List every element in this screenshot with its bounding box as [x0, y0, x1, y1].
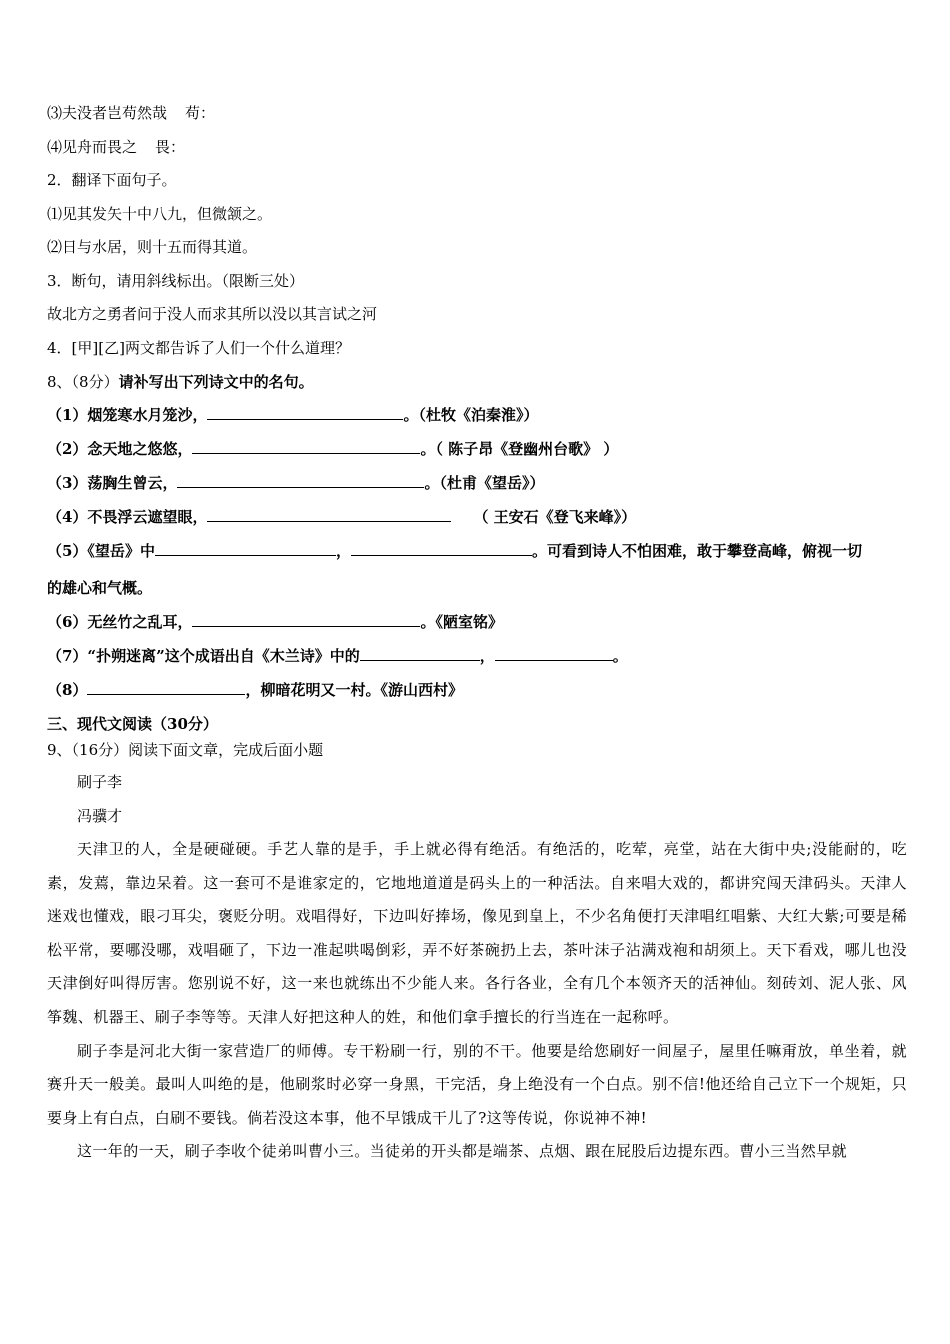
q8-item-7: （7）“扑朔迷离”这个成语出自《木兰诗》中的 ， 。: [47, 647, 628, 665]
q7-3-text: 故北方之勇者问于没人而求其所以没以其言试之河: [47, 305, 378, 323]
q7-4-heading: 4．[甲][乙]两文都告诉了人们一个什么道理？: [47, 339, 350, 357]
article-paragraph: 天津卫的人，全是硬碰硬。手艺人靠的是手，手上就必得有绝活。有绝活的，吃荤，亮堂，站在大街中央;没能耐的，吃素，发蔫，靠边呆着。这一套可不是谁家定的，它地地道道是码头上的一种活法。自来唱大戏的，都讲究闯天津码头。天津人迷戏也懂戏，眼刁耳尖，褒贬分明。戏唱得好，下边叫好捧场，像见到皇上，不少名角便打天津唱红唱紫、大红大紫;可要是稀松平常，要哪没哪，戏唱砸了，下边一准起哄喝倒彩，弄不好茶碗扔上去，茶叶沫子沾满戏袍和胡须上。天下看戏，哪儿也没天津倒好叫得厉害。您别说不好，这一来也就练出不少能人来。各行各业，全有几个本领齐天的活神仙。刻砖刘、泥人张、风筝魏、机器王、刷子李等等。天津人好把这种人的姓，和他们拿手擅长的行当连在一起称呼。: [47, 840, 907, 1026]
q7-item4: ⑷见舟而畏之 畏：: [47, 138, 186, 156]
q8-item-2: （2）念天地之悠悠， 。（ 陈子昂《登幽州台歌》 ）: [47, 440, 619, 458]
q8-item-6: （6）无丝竹之乱耳， 。《陋室铭》: [47, 613, 503, 631]
answer-blank[interactable]: [351, 541, 532, 556]
q8-heading: 8、（8分）请补写出下列诗文中的名句。: [47, 373, 314, 391]
section-3-heading: 三、现代文阅读（30分）: [47, 715, 218, 733]
answer-blank[interactable]: [177, 473, 424, 488]
answer-blank[interactable]: [155, 541, 336, 556]
q8-item-4: （4）不畏浮云遮望眼， （ 王安石《登飞来峰》）: [47, 508, 637, 526]
answer-blank[interactable]: [207, 507, 451, 522]
q7-2-sentence-1: ⑴见其发矢十中八九，但微颔之。: [47, 205, 273, 223]
article-body: [47, 833, 907, 1169]
q8-item-1: （1）烟笼寒水月笼沙， 。（杜牧《泊秦淮》）: [47, 406, 539, 424]
q7-3-heading: 3．断句，请用斜线标出。（限断三处）: [47, 272, 305, 290]
answer-blank[interactable]: [360, 646, 480, 661]
q7-2-sentence-2: ⑵日与水居，则十五而得其道。: [47, 238, 258, 256]
q9-heading: 9、（16分）阅读下面文章，完成后面小题: [47, 741, 324, 759]
q8-item-3: （3）荡胸生曾云， 。（杜甫《望岳》）: [47, 474, 545, 492]
answer-blank[interactable]: [495, 646, 613, 661]
q8-item-8: （8） ，柳暗花明又一村。《游山西村》: [47, 681, 463, 699]
q7-2-heading: 2．翻译下面句子。: [47, 171, 177, 189]
q7-item3: ⑶夫没者岂苟然哉 苟：: [47, 104, 216, 122]
article-paragraph: 这一年的一天，刷子李收个徒弟叫曹小三。当徒弟的开头都是端茶、点烟、跟在屁股后边提东西。曹小三当然早就: [77, 1142, 848, 1161]
article-paragraph: 刷子李是河北大街一家营造厂的师傅。专干粉刷一行，别的不干。他要是给您刷好一间屋子，屋里任嘛甭放，单坐着，就赛升天一般美。最叫人叫绝的是，他刷浆时必穿一身黑，干完活，身上绝没有一个白点。别不信!他还给自己立下一个规矩，只要身上有白点，白刷不要钱。倘若没这本事，他不早饿成干儿了?这等传说，你说神不神!: [47, 1041, 907, 1127]
article-title: 刷子李: [77, 773, 123, 791]
answer-blank[interactable]: [192, 612, 420, 627]
q8-item-5-continuation: 的雄心和气概。: [47, 579, 153, 597]
answer-blank[interactable]: [192, 439, 420, 454]
answer-blank[interactable]: [207, 405, 403, 420]
q8-item-5: （5）《望岳》中 ， 。可看到诗人不怕困难，敢于攀登高峰，俯视一切: [47, 542, 862, 560]
article-author: 冯骥才: [77, 807, 123, 825]
answer-blank[interactable]: [87, 680, 245, 695]
